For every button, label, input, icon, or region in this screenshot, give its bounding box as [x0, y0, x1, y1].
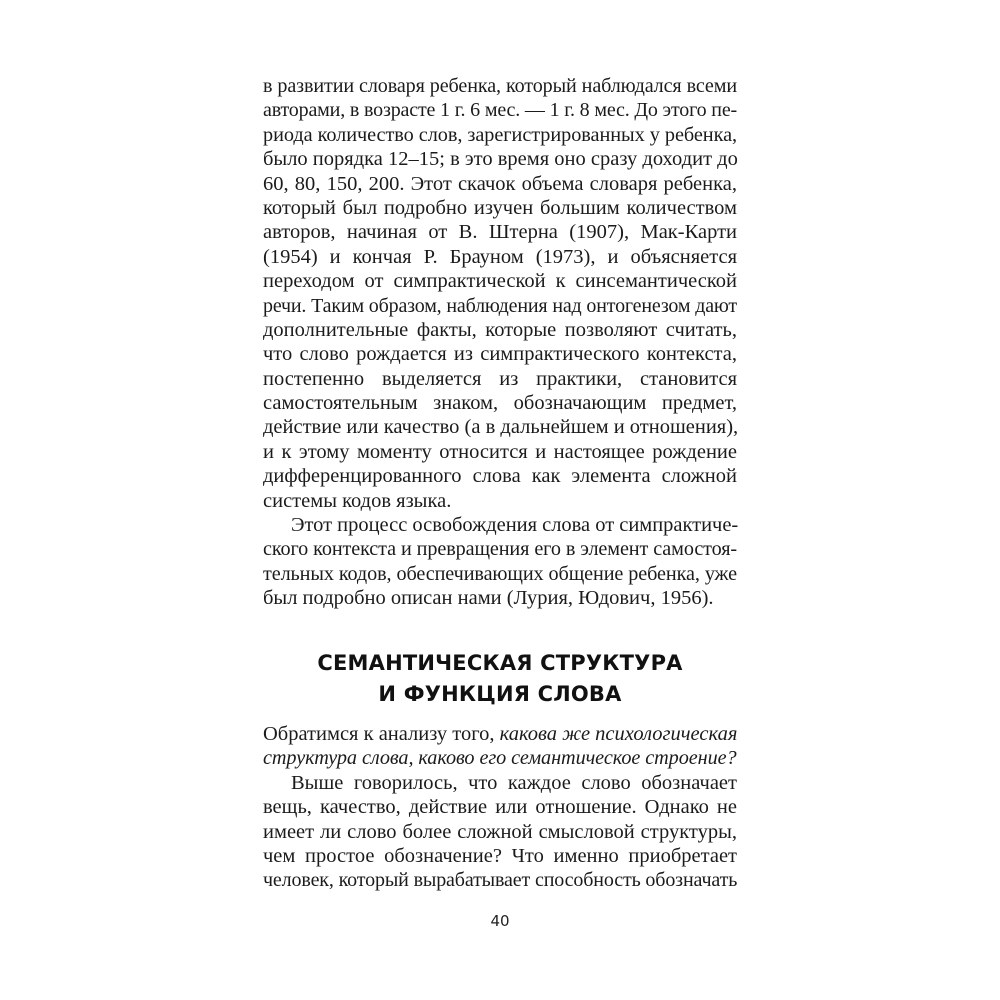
text-italic: какова же психологическая [499, 723, 738, 745]
text-line: риода количество слов, зарегистрированных у ребенка, [263, 123, 737, 146]
text-line: 60, 80, 150, 200. Этот скачок объема словаря ребенка, [263, 172, 737, 195]
page-number: 40 [490, 912, 510, 930]
text-line: человек, который вырабатывает способность обозначать [263, 869, 738, 892]
text-line: который был подробно изучен большим количеством [263, 196, 737, 219]
text-line: было порядка 12–15; в это время оно сразу доходит до [263, 148, 738, 171]
section-heading-line-2: И ФУНКЦИЯ СЛОВА [378, 682, 622, 706]
text-line: переходом от симпрактической к синсемантической [263, 270, 737, 293]
text-line: действие или качество (а в дальнейшем и отношения), [263, 416, 739, 439]
section-heading-line-1: СЕМАНТИЧЕСКАЯ СТРУКТУРА [317, 651, 683, 675]
text-line: что слово рождается из симпрактического контекста, [263, 343, 737, 366]
text-line: тельных кодов, обеспечивающих общение ребенка, уже [263, 562, 737, 585]
text-line [263, 746, 737, 770]
text-line: дополнительные факты, которые позволяют считать, [263, 318, 737, 341]
body-text-upper [263, 74, 737, 611]
paragraph-2 [263, 513, 737, 611]
text-line [263, 722, 737, 746]
text-line: чем простое обозначение? Что именно приобретает [263, 844, 737, 867]
text-line: авторов, начиная от В. Штерна (1907), Мак-Карти [263, 221, 737, 244]
text-line: вещь, качество, действие или отношение. Однако не [263, 796, 737, 819]
text-line: речи. Таким образом, наблюдения над онтогенезом дают [263, 294, 737, 317]
text-plain: Обратимся к анализу того, [263, 723, 500, 745]
text-line: был подробно описан нами (Лурия, Юдович, 1956). [263, 587, 714, 610]
text-line: ского контекста и превращения его в элемент самостоя- [263, 538, 737, 561]
paragraph-3 [263, 722, 737, 771]
section-heading [263, 648, 737, 710]
text-line: авторами, в возрасте 1 г. 6 мес. — 1 г. 8 мес. До этого пе- [263, 99, 738, 122]
text-line: Выше говорилось, что каждое слово обозначает [291, 771, 737, 794]
text-line: постепенно выделяется из практики, становится [263, 367, 737, 390]
text-italic: структура слова, каково его семантическое строение? [263, 747, 737, 770]
text-line: дифференцированного слова как элемента сложной [263, 465, 737, 488]
body-text-lower [263, 722, 737, 893]
text-line: имеет ли слово более сложной смысловой структуры, [263, 820, 737, 843]
paragraph-4 [263, 771, 737, 893]
text-line: в развитии словаря ребенка, который наблюдался всеми [263, 75, 737, 97]
text-line: (1954) и кончая Р. Брауном (1973), и объясняется [263, 245, 737, 268]
text-line: самостоятельным знаком, обозначающим предмет, [263, 392, 737, 415]
text-line: Этот процесс освобождения слова от симпрактиче- [291, 514, 739, 537]
text-line: и к этому моменту относится и настоящее рождение [263, 440, 737, 463]
paragraph-1 [263, 74, 737, 513]
text-line: системы кодов языка. [263, 489, 452, 512]
